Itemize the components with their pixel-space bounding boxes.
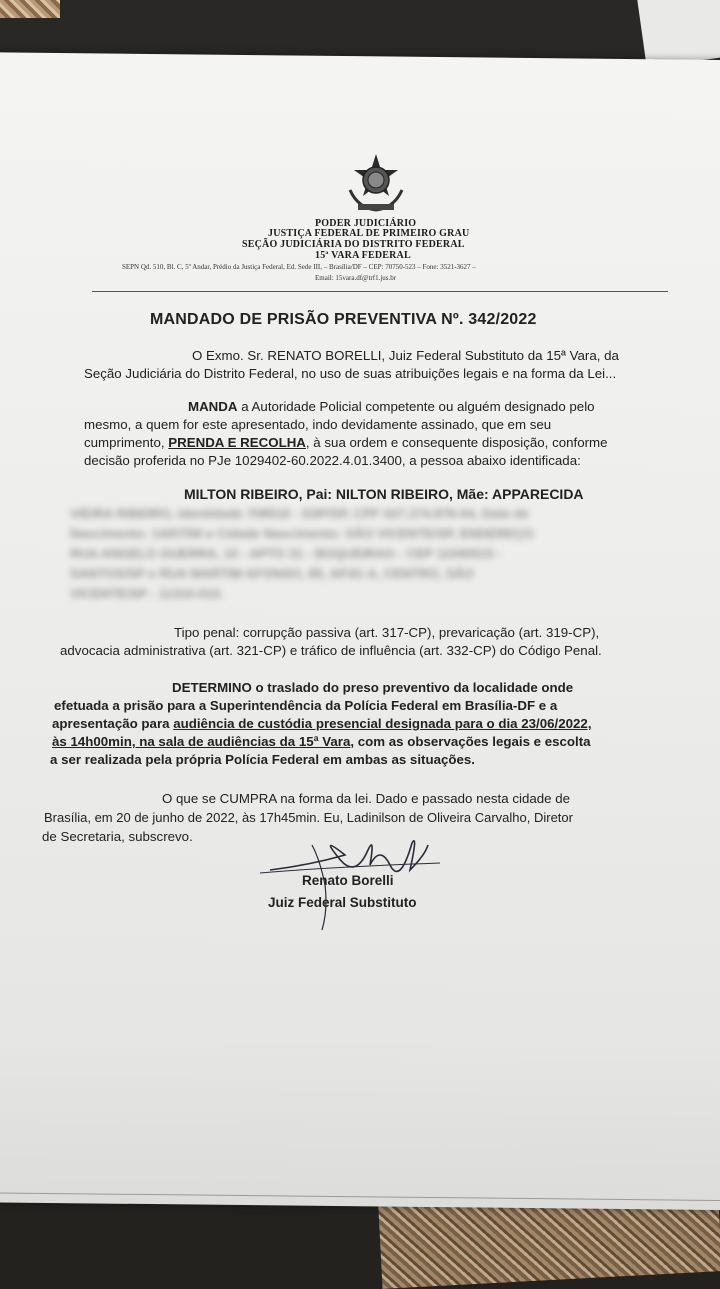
person-name-line: MILTON RIBEIRO, Pai: NILTON RIBEIRO, Mãe: APPARECIDA [184,486,584,502]
signature-name: Renato Borelli [302,873,394,888]
determino-line3 [52,716,592,731]
header-org-4: 15ª VARA FEDERAL [315,250,411,261]
signature-role: Juiz Federal Substituto [268,895,417,910]
header-org-1: PODER JUDICIÁRIO [315,218,417,229]
header-address: SEPN Qd. 510, Bl. C, 5º Andar, Prédio da Justiça Federal, Ed. Sede III, – Brasília/DF – CEP: 70750-523 – Fone: 3521-3627 – [122,263,476,271]
header-divider [92,291,668,292]
document-title: MANDADO DE PRISÃO PREVENTIVA Nº. 342/2022 [150,311,537,328]
determino-line4-b: , com as observações legais e escolta [350,734,591,749]
audiencia-date: audiência de custódia presencial designada para o dia 23/06/2022, [173,716,592,731]
para1-line2: Seção Judiciária do Distrito Federal, no uso de suas atribuições legais e na forma da Lei... [84,366,617,381]
para2-line2: mesmo, a quem for este apresentado, indo devidamente assinado, que em seu [84,417,552,432]
para1-line1: O Exmo. Sr. RENATO BORELLI, Juiz Federal Substituto da 15ª Vara, da [192,348,619,363]
para2-line3-a: cumprimento, [84,435,169,450]
redacted-line-2: Nascimento: 14/07/58 e Cidade Nascimento: SÃO VICENTE/SP, ENDEREÇO [70,526,534,541]
redacted-line-5: VICENTE/SP - 11310-010. [70,586,224,601]
determino-line1: DETERMINO o traslado do preso preventivo da localidade onde [172,680,574,695]
para2-line3 [84,435,608,450]
determino-line3-a: apresentação para [52,716,174,731]
closing-line2: Brasília, em 20 de junho de 2022, às 17h45min. Eu, Ladinilson de Oliveira Carvalho, Diretor [44,810,573,825]
para2-line1-rest: a Autoridade Policial competente ou alguém designado pelo [237,399,595,414]
header-org-3: SEÇÃO JUDICIÁRIA DO DISTRITO FEDERAL [242,239,465,250]
determino-line2: efetuada a prisão para a Superintendência da Polícia Federal em Brasília-DF e a [54,698,558,713]
para2-line3-b: , à sua ordem e consequente disposição, conforme [305,435,608,450]
tipo-penal-line2: advocacia administrativa (art. 321-CP) e tráfico de influência (art. 332-CP) do Código Penal. [60,643,602,658]
redacted-line-3: RUA ANGELO GUERRA, 10 - APTO 31 - BOQUEIRAO - CEP 11040015 - [70,546,502,561]
determino-line5: a ser realizada pela própria Polícia Federal em ambas as situações. [50,752,475,767]
closing-line3: de Secretaria, subscrevo. [42,829,193,844]
header-email: Email: 15vara.df@trf1.jus.br [315,274,397,282]
brazil-coat-of-arms-icon [344,152,408,216]
prenda-recolha: PRENDA E RECOLHA [168,435,306,450]
closing-line1: O que se CUMPRA na forma da lei. Dado e passado nesta cidade de [162,791,571,806]
redacted-line-1: VIEIRA RIBEIRO, Identidade 708518 - SSP/SP, CPF 027.274.878-04, Data de [70,506,529,521]
header-org-2: JUSTIÇA FEDERAL DE PRIMEIRO GRAU [268,228,470,239]
redacted-line-4: SANTOS/SP e RUA MARTIM AFONSO, 85, AP.81 A, CENTRO, SÃO [70,566,475,581]
manda-keyword: MANDA [188,399,238,414]
para2-line4: decisão proferida no PJe 1029402-60.2022.4.01.3400, a pessoa abaixo identificada: [84,453,581,468]
audiencia-time: às 14h00min, na sala de audiências da 15ª Vara [52,734,351,749]
determino-line4 [52,734,591,749]
tipo-penal-line1: Tipo penal: corrupção passiva (art. 317-CP), prevaricação (art. 319-CP), [174,625,600,640]
para2-line1 [188,399,595,414]
